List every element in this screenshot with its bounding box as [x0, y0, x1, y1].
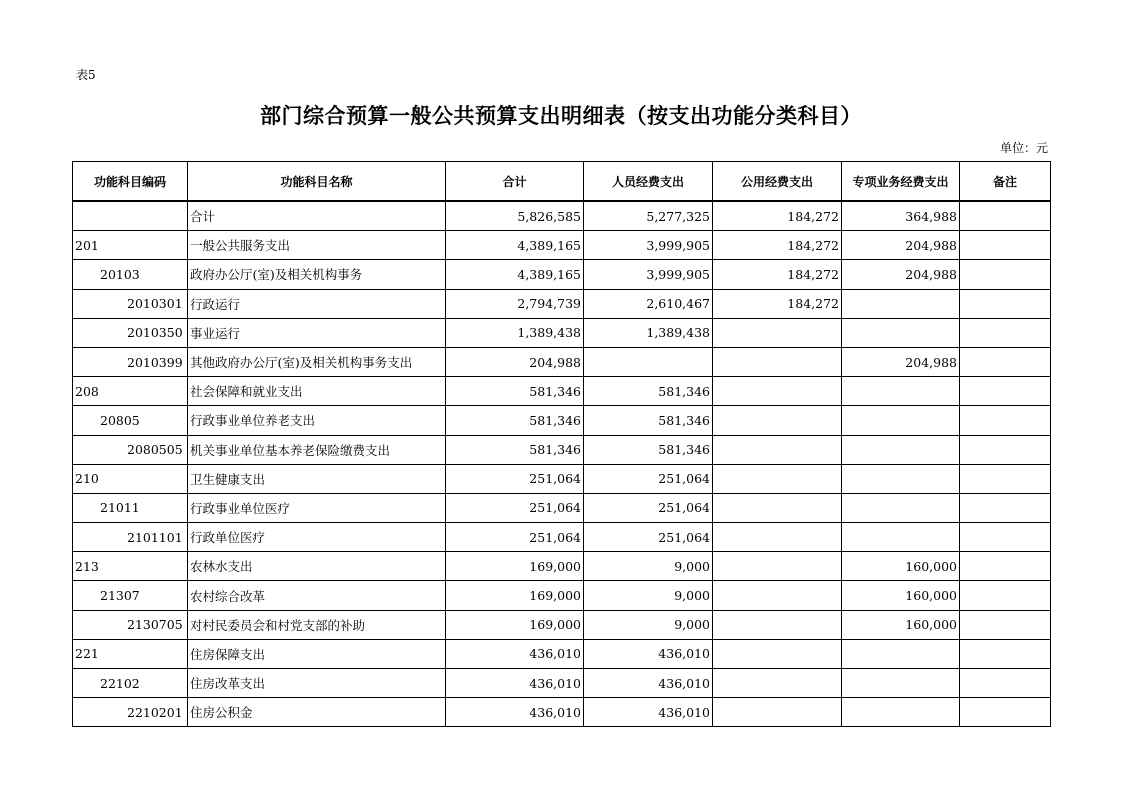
table-row — [73, 289, 1051, 318]
cell-personnel: 5,277,325 — [584, 201, 713, 231]
cell-special — [842, 406, 960, 435]
cell-total: 169,000 — [446, 581, 584, 610]
table-row — [73, 406, 1051, 435]
cell-personnel: 581,346 — [584, 377, 713, 406]
unit-label: 单位：元 — [999, 141, 1048, 155]
table-row — [73, 347, 1051, 376]
cell-public: 184,272 — [713, 201, 842, 231]
cell-special — [842, 435, 960, 464]
cell-total: 581,346 — [446, 406, 584, 435]
cell-public — [713, 552, 842, 581]
cell-public — [713, 493, 842, 522]
cell-public — [713, 610, 842, 639]
cell-total: 1,389,438 — [446, 318, 584, 347]
cell-special — [842, 639, 960, 668]
cell-special — [842, 669, 960, 698]
column-header-public: 公用经费支出 — [713, 162, 842, 202]
cell-special — [842, 493, 960, 522]
cell-name: 事业运行 — [188, 318, 446, 347]
cell-code: 21011 — [73, 493, 188, 522]
cell-public — [713, 347, 842, 376]
cell-name: 住房改革支出 — [188, 669, 446, 698]
cell-public: 184,272 — [713, 231, 842, 260]
cell-code: 2210201 — [73, 698, 188, 727]
cell-personnel: 436,010 — [584, 669, 713, 698]
cell-note — [960, 669, 1051, 698]
cell-personnel: 251,064 — [584, 493, 713, 522]
cell-personnel: 581,346 — [584, 435, 713, 464]
table-row — [73, 493, 1051, 522]
cell-special: 364,988 — [842, 201, 960, 231]
cell-note — [960, 639, 1051, 668]
cell-public: 184,272 — [713, 289, 842, 318]
cell-special — [842, 698, 960, 727]
cell-code: 213 — [73, 552, 188, 581]
cell-code: 2010399 — [73, 347, 188, 376]
cell-personnel: 581,346 — [584, 406, 713, 435]
cell-total: 204,988 — [446, 347, 584, 376]
cell-personnel — [584, 347, 713, 376]
cell-note — [960, 201, 1051, 231]
table-row — [73, 581, 1051, 610]
cell-public — [713, 581, 842, 610]
cell-public — [713, 523, 842, 552]
cell-total: 436,010 — [446, 698, 584, 727]
cell-name: 住房公积金 — [188, 698, 446, 727]
cell-special: 160,000 — [842, 581, 960, 610]
cell-code: 2130705 — [73, 610, 188, 639]
cell-personnel: 251,064 — [584, 464, 713, 493]
cell-personnel: 3,999,905 — [584, 231, 713, 260]
table-row — [73, 669, 1051, 698]
cell-public — [713, 639, 842, 668]
budget-table — [72, 161, 1051, 727]
cell-name: 行政单位医疗 — [188, 523, 446, 552]
table-header — [73, 162, 1051, 202]
cell-note — [960, 523, 1051, 552]
cell-code: 2101101 — [73, 523, 188, 552]
cell-name: 对村民委员会和村党支部的补助 — [188, 610, 446, 639]
cell-code: 22102 — [73, 669, 188, 698]
cell-name: 政府办公厅(室)及相关机构事务 — [188, 260, 446, 289]
cell-note — [960, 231, 1051, 260]
cell-code — [73, 201, 188, 231]
cell-name: 农村综合改革 — [188, 581, 446, 610]
cell-public — [713, 669, 842, 698]
cell-code: 2080505 — [73, 435, 188, 464]
cell-special — [842, 318, 960, 347]
cell-name: 农林水支出 — [188, 552, 446, 581]
cell-public — [713, 318, 842, 347]
cell-personnel: 2,610,467 — [584, 289, 713, 318]
cell-total: 5,826,585 — [446, 201, 584, 231]
table-row — [73, 260, 1051, 289]
cell-public — [713, 464, 842, 493]
cell-personnel: 1,389,438 — [584, 318, 713, 347]
cell-total: 581,346 — [446, 435, 584, 464]
cell-public — [713, 435, 842, 464]
header-row — [73, 162, 1051, 202]
column-header-total: 合计 — [446, 162, 584, 202]
cell-name: 一般公共服务支出 — [188, 231, 446, 260]
table-body — [73, 201, 1051, 727]
cell-note — [960, 435, 1051, 464]
table-row — [73, 523, 1051, 552]
cell-special — [842, 377, 960, 406]
cell-note — [960, 552, 1051, 581]
cell-total: 4,389,165 — [446, 260, 584, 289]
cell-personnel: 9,000 — [584, 552, 713, 581]
cell-total: 251,064 — [446, 464, 584, 493]
cell-personnel: 3,999,905 — [584, 260, 713, 289]
column-header-note: 备注 — [960, 162, 1051, 202]
cell-personnel: 9,000 — [584, 610, 713, 639]
cell-note — [960, 610, 1051, 639]
cell-total: 4,389,165 — [446, 231, 584, 260]
cell-note — [960, 464, 1051, 493]
cell-note — [960, 406, 1051, 435]
table-row — [73, 552, 1051, 581]
cell-special: 204,988 — [842, 260, 960, 289]
table-row — [73, 464, 1051, 493]
cell-public — [713, 406, 842, 435]
column-header-personnel: 人员经费支出 — [584, 162, 713, 202]
cell-code: 21307 — [73, 581, 188, 610]
cell-special: 204,988 — [842, 347, 960, 376]
cell-special — [842, 289, 960, 318]
cell-personnel: 251,064 — [584, 523, 713, 552]
table-row — [73, 435, 1051, 464]
cell-note — [960, 347, 1051, 376]
cell-code: 20805 — [73, 406, 188, 435]
cell-name: 合计 — [188, 201, 446, 231]
column-header-code: 功能科目编码 — [73, 162, 188, 202]
cell-name: 其他政府办公厅(室)及相关机构事务支出 — [188, 347, 446, 376]
cell-special: 160,000 — [842, 610, 960, 639]
cell-code: 221 — [73, 639, 188, 668]
cell-name: 行政事业单位医疗 — [188, 493, 446, 522]
table-row — [73, 698, 1051, 727]
cell-note — [960, 581, 1051, 610]
cell-special — [842, 523, 960, 552]
cell-total: 169,000 — [446, 610, 584, 639]
cell-note — [960, 289, 1051, 318]
cell-name: 机关事业单位基本养老保险缴费支出 — [188, 435, 446, 464]
cell-code: 2010301 — [73, 289, 188, 318]
cell-name: 行政事业单位养老支出 — [188, 406, 446, 435]
cell-code: 2010350 — [73, 318, 188, 347]
cell-code: 210 — [73, 464, 188, 493]
cell-personnel: 436,010 — [584, 698, 713, 727]
table-row — [73, 377, 1051, 406]
cell-code: 208 — [73, 377, 188, 406]
cell-total: 581,346 — [446, 377, 584, 406]
cell-special — [842, 464, 960, 493]
cell-total: 251,064 — [446, 523, 584, 552]
cell-note — [960, 318, 1051, 347]
table-row — [73, 231, 1051, 260]
table-number-label: 表5 — [76, 68, 96, 82]
cell-personnel: 436,010 — [584, 639, 713, 668]
cell-total: 169,000 — [446, 552, 584, 581]
table-row — [73, 318, 1051, 347]
cell-total: 2,794,739 — [446, 289, 584, 318]
cell-public — [713, 377, 842, 406]
cell-code: 20103 — [73, 260, 188, 289]
cell-total: 251,064 — [446, 493, 584, 522]
cell-note — [960, 260, 1051, 289]
cell-total: 436,010 — [446, 669, 584, 698]
column-header-special: 专项业务经费支出 — [842, 162, 960, 202]
cell-total: 436,010 — [446, 639, 584, 668]
cell-public: 184,272 — [713, 260, 842, 289]
cell-special: 204,988 — [842, 231, 960, 260]
cell-personnel: 9,000 — [584, 581, 713, 610]
cell-note — [960, 698, 1051, 727]
table-row — [73, 201, 1051, 231]
table-row — [73, 639, 1051, 668]
cell-code: 201 — [73, 231, 188, 260]
cell-special: 160,000 — [842, 552, 960, 581]
cell-note — [960, 377, 1051, 406]
cell-name: 卫生健康支出 — [188, 464, 446, 493]
cell-name: 社会保障和就业支出 — [188, 377, 446, 406]
column-header-name: 功能科目名称 — [188, 162, 446, 202]
cell-name: 行政运行 — [188, 289, 446, 318]
cell-note — [960, 493, 1051, 522]
page-title: 部门综合预算一般公共预算支出明细表（按支出功能分类科目） — [260, 104, 862, 128]
cell-name: 住房保障支出 — [188, 639, 446, 668]
table-row — [73, 610, 1051, 639]
cell-public — [713, 698, 842, 727]
